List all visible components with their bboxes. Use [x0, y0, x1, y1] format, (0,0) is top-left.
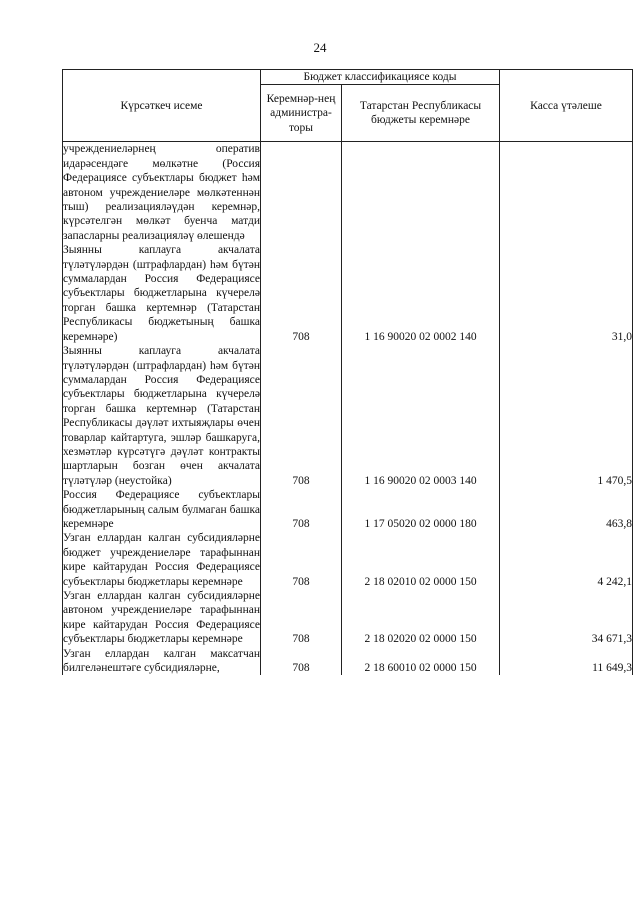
- row-admin: [261, 142, 342, 243]
- row-amount: 463,8: [500, 488, 633, 531]
- column-header-indicator: Күрсәткеч исеме: [63, 70, 261, 142]
- column-header-admin: Керемнәр-нең администра-торы: [261, 85, 342, 142]
- row-name: Зыянны каплауга акчалата түләтүләрдән (штрафлардан) һәм бүтән суммалардан Россия Федерациясе субъектлары бюджетларына күчерелә торган башка кертемнәр (Татарстан Республикасы дәүләт ихтыяҗлары өчен товарлар кайтартуга, эшләр башкаруга, хезмәтләр күрсәтүгә дәүләт контракты шартларын бозган өчен акчалата түләтүләр (неустойка): [63, 345, 260, 487]
- row-name: Россия Федерациясе субъектлары бюджетларының салым булмаган башка керемнәре: [63, 489, 260, 530]
- table-row: [63, 647, 633, 676]
- row-code: 2 18 60010 02 0000 150: [342, 647, 500, 676]
- row-code: [342, 142, 500, 243]
- column-header-tatarstan-code: Татарстан Республикасы бюджеты керемнәре: [342, 85, 500, 142]
- row-amount: 34 671,3: [500, 589, 633, 647]
- table-row: [63, 488, 633, 531]
- row-admin: 708: [261, 488, 342, 531]
- row-code: 2 18 02020 02 0000 150: [342, 589, 500, 647]
- row-amount: 31,0: [500, 243, 633, 344]
- budget-revenue-table: [62, 69, 633, 675]
- row-amount: 1 470,5: [500, 344, 633, 488]
- table-row: [63, 142, 633, 243]
- row-code: 1 16 90020 02 0002 140: [342, 243, 500, 344]
- row-amount: [500, 142, 633, 243]
- row-code: 1 17 05020 02 0000 180: [342, 488, 500, 531]
- table-row: [63, 344, 633, 488]
- row-name: Узган еллардан калган субсидияләрне бюджет учреждениеләре тарафыннан кире кайтарудан Россия Федерациясе субъектлары бюджетлары керемнәре: [63, 532, 260, 588]
- row-name: Узган еллардан калган субсидияләрне автоном учреждениеләре тарафыннан кире кайтарудан Россия Федерациясе субъектлары бюджетлары керемнәре: [63, 590, 260, 646]
- row-admin: 708: [261, 589, 342, 647]
- row-admin: 708: [261, 531, 342, 589]
- table-row: [63, 243, 633, 344]
- row-name: учреждениеләрнең оператив идарәсендәге мөлкәтне (Россия Федерациясе субъектлары бюджет һәм автоном учреждениеләре мөлкәтеннән тыш) реализацияләүдән керемнәр, күрсәтелгән мөлкәт буенча матди запасларны реализацияләү өлешендә: [63, 143, 260, 242]
- page-number: 24: [313, 40, 327, 55]
- row-name: Зыянны каплауга акчалата түләтүләрдән (штрафлардан) һәм бүтән суммалардан Россия Федерациясе субъектлары бюджетларына күчерелә торган башка кертемнәр (Татарстан Республикасы бюджетының башка керемнәре): [63, 244, 260, 343]
- row-amount: 4 242,1: [500, 531, 633, 589]
- table-row: [63, 589, 633, 647]
- table-row: [63, 531, 633, 589]
- row-name: Узган еллардан калган максатчан билгеләнештәге субсидияләрне,: [63, 647, 260, 675]
- column-header-budget-code-group: Бюджет классификациясе коды: [261, 70, 500, 85]
- row-admin: 708: [261, 647, 342, 676]
- row-admin: 708: [261, 243, 342, 344]
- row-admin: 708: [261, 344, 342, 488]
- row-code: 1 16 90020 02 0003 140: [342, 344, 500, 488]
- row-amount: 11 649,3: [500, 647, 633, 676]
- column-header-cash: Касса үтәлеше: [500, 70, 633, 142]
- row-code: 2 18 02010 02 0000 150: [342, 531, 500, 589]
